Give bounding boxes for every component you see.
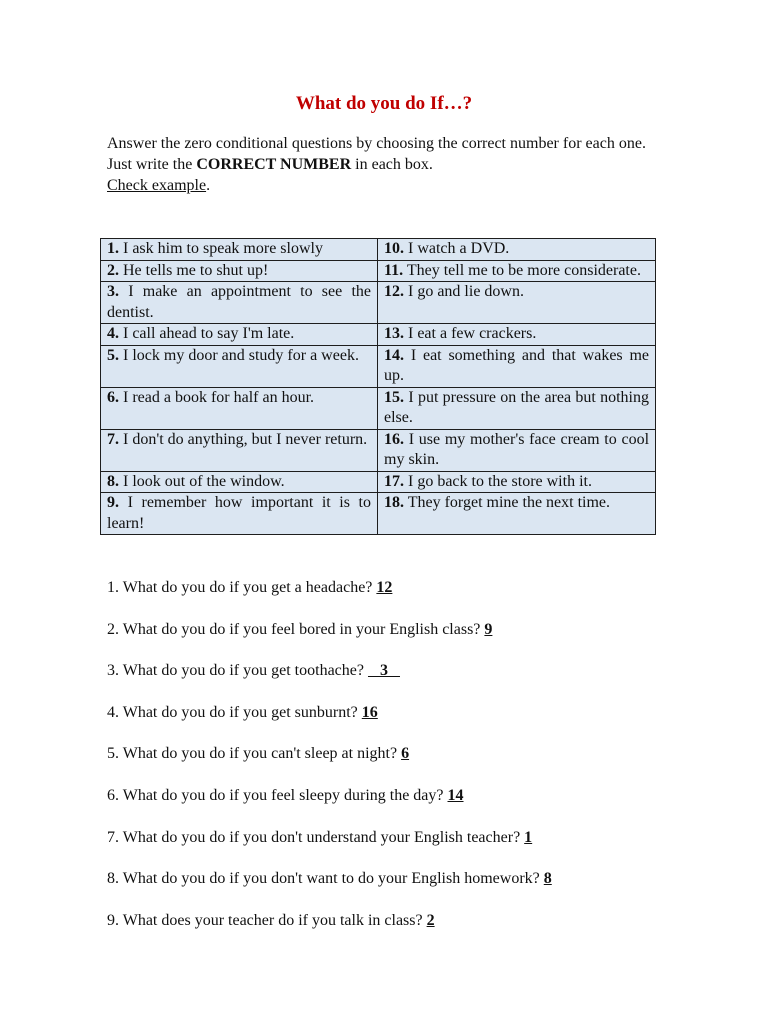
question-item [107, 910, 727, 952]
instructions-text-end: in each box. [351, 156, 433, 173]
question-list [107, 577, 727, 951]
option-text: I make an appointment to see the dentist. [107, 283, 372, 321]
question-text: 5. What do you do if you can't sleep at night? [107, 745, 398, 763]
table-row [101, 260, 656, 282]
option-number: 16. [384, 430, 404, 448]
table-row [101, 493, 656, 535]
option-text: I watch a DVD. [408, 240, 510, 257]
option-cell [378, 260, 656, 282]
option-cell [378, 345, 656, 387]
question-text: 1. What do you do if you get a headache? [107, 579, 373, 596]
option-text: I remember how important it is to learn! [107, 494, 371, 532]
option-cell [378, 239, 656, 261]
question-item [107, 660, 727, 702]
answer-field[interactable]: 1 [524, 828, 533, 846]
option-text: I go and lie down. [408, 283, 524, 300]
option-cell [378, 493, 656, 535]
option-text: I eat a few crackers. [408, 325, 537, 342]
option-text: They tell me to be more considerate. [406, 261, 641, 279]
answer-field[interactable]: 14 [447, 786, 464, 804]
instructions-emphasis: CORRECT NUMBER [196, 156, 352, 173]
answer-field[interactable]: 12 [376, 579, 393, 596]
option-number: 13. [384, 325, 404, 342]
option-cell [101, 260, 378, 282]
option-text: I lock my door and study for a week. [123, 346, 359, 364]
question-text: 9. What does your teacher do if you talk in class? [107, 911, 423, 929]
check-example-period: . [206, 177, 211, 194]
option-number: 17. [384, 472, 404, 490]
instructions-text: Answer the zero conditional questions by choosing the correct number for each one. Just write the [107, 135, 646, 173]
option-text: I ask him to speak more slowly [123, 240, 323, 257]
option-text: He tells me to shut up! [123, 261, 269, 279]
answer-field[interactable]: 6 [401, 745, 410, 763]
table-row [101, 387, 656, 429]
question-item [107, 619, 727, 661]
option-cell [101, 471, 378, 493]
option-text: I look out of the window. [123, 472, 285, 490]
question-text: 6. What do you do if you feel sleepy during the day? [107, 786, 444, 804]
table-row [101, 324, 656, 346]
question-text: 7. What do you do if you don't understand your English teacher? [107, 828, 521, 846]
option-text: I don't do anything, but I never return. [123, 430, 368, 448]
option-number: 5. [107, 346, 119, 364]
option-cell [101, 429, 378, 471]
question-item [107, 868, 727, 910]
option-number: 9. [107, 494, 119, 511]
instructions [107, 133, 657, 196]
question-item [107, 827, 727, 869]
option-number: 11. [384, 261, 404, 279]
option-text: I eat something and that wakes me up. [384, 346, 650, 384]
option-number: 4. [107, 325, 119, 342]
answer-field[interactable]: 16 [361, 703, 378, 721]
question-text: 8. What do you do if you don't want to do your English homework? [107, 870, 540, 888]
answer-options-table [100, 238, 656, 535]
answer-field[interactable]: 9 [484, 620, 493, 638]
option-text: They forget mine the next time. [407, 494, 611, 511]
question-item [107, 702, 727, 744]
question-text: 3. What do you do if you get toothache? [107, 662, 364, 680]
option-number: 8. [107, 472, 119, 490]
table-row [101, 239, 656, 261]
option-cell [378, 471, 656, 493]
question-text: 2. What do you do if you feel bored in your English class? [107, 620, 481, 638]
table-row [101, 429, 656, 471]
check-example-link[interactable]: Check example [107, 177, 207, 194]
option-number: 18. [384, 494, 404, 511]
option-number: 2. [107, 261, 119, 279]
option-number: 15. [384, 388, 404, 406]
table-row [101, 282, 656, 324]
option-cell [101, 282, 378, 324]
option-number: 7. [107, 430, 119, 448]
option-text: I go back to the store with it. [408, 472, 592, 490]
question-text: 4. What do you do if you get sunburnt? [107, 703, 358, 721]
option-number: 3. [107, 283, 119, 300]
option-cell [378, 429, 656, 471]
option-number: 12. [384, 283, 404, 300]
table-row [101, 471, 656, 493]
option-cell [378, 324, 656, 346]
question-item [107, 743, 727, 785]
question-item [107, 577, 727, 619]
option-text: I use my mother's face cream to cool my skin. [384, 430, 650, 468]
answer-field[interactable]: 3 [367, 662, 400, 680]
option-number: 6. [107, 388, 119, 406]
option-text: I call ahead to say I'm late. [123, 325, 295, 342]
option-number: 1. [107, 240, 119, 257]
page-title: What do you do If…? [295, 93, 473, 114]
option-cell [101, 324, 378, 346]
option-cell [101, 239, 378, 261]
answer-field[interactable]: 2 [426, 911, 435, 929]
option-cell [101, 387, 378, 429]
option-text: I put pressure on the area but nothing else. [384, 388, 650, 426]
option-cell [378, 387, 656, 429]
option-text: I read a book for half an hour. [123, 388, 315, 406]
option-number: 14. [384, 346, 404, 364]
question-item [107, 785, 727, 827]
option-cell [101, 345, 378, 387]
answer-field[interactable]: 8 [543, 870, 552, 888]
option-cell [378, 282, 656, 324]
option-cell [101, 493, 378, 535]
table-row [101, 345, 656, 387]
option-number: 10. [384, 240, 404, 257]
